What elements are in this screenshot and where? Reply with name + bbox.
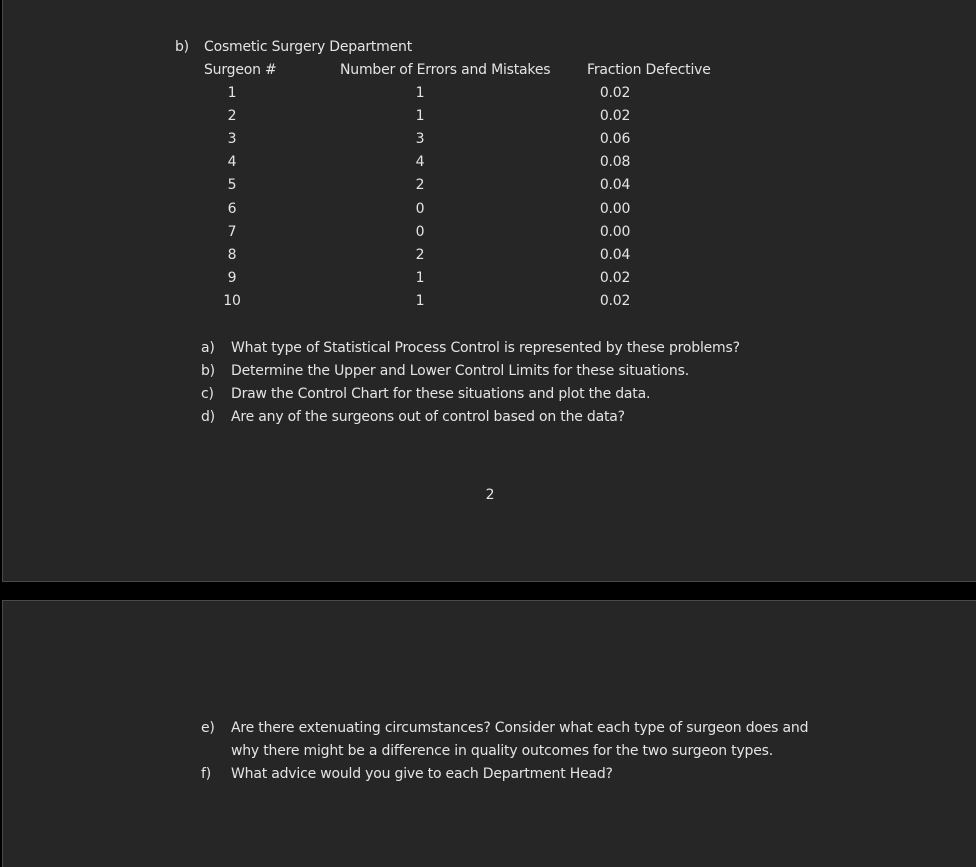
cell-errors: 2 [415,177,425,194]
column-header-surgeon: Surgeon # [204,62,277,78]
cell-surgeon: 6 [227,200,237,217]
question-item [201,337,740,360]
question-text-line: Are there extenuating circumstances? Consider what each type of surgeon does and [231,720,809,736]
question-text: What type of Statistical Process Control is represented by these problems? [231,340,740,356]
cell-errors: 4 [415,154,425,171]
question-item [201,763,808,786]
question-marker: d) [201,409,215,425]
cell-fraction: 0.06 [599,131,631,148]
cell-errors: 0 [415,200,425,217]
cell-fraction: 0.02 [599,108,631,125]
cell-fraction: 0.04 [599,177,631,194]
cell-fraction: 0.00 [599,223,631,240]
cell-surgeon: 8 [227,246,237,263]
question-text-line: why there might be a difference in quality outcomes for the two surgeon types. [231,743,774,759]
page-number: 2 [485,487,495,503]
question-marker: a) [201,340,215,356]
cell-errors: 3 [415,131,425,148]
cell-surgeon: 2 [227,108,237,125]
column-header-errors: Number of Errors and Mistakes [340,62,551,78]
cell-errors: 1 [415,269,425,286]
question-marker: e) [201,720,215,736]
question-list [201,337,740,429]
cell-fraction: 0.02 [599,269,631,286]
question-text: Are any of the surgeons out of control based on the data? [231,409,625,425]
cell-surgeon: 9 [227,269,237,286]
cell-fraction: 0.00 [599,200,631,217]
cell-fraction: 0.04 [599,246,631,263]
question-text: Draw the Control Chart for these situations and plot the data. [231,386,651,402]
section-title: Cosmetic Surgery Department [204,39,412,55]
document-page-2 [2,600,976,867]
cell-errors: 1 [415,85,425,101]
cell-surgeon: 4 [227,154,237,171]
column-header-fraction: Fraction Defective [587,62,711,78]
question-marker: f) [201,766,211,782]
question-item [201,406,740,429]
cell-surgeon: 3 [227,131,237,148]
document-page-1 [2,0,976,582]
cell-surgeon: 10 [223,292,241,309]
question-item [201,717,808,763]
section-label: b) [175,39,189,55]
question-item [201,360,740,383]
cell-errors: 2 [415,246,425,263]
cell-surgeon: 5 [227,177,237,194]
question-marker: b) [201,363,215,379]
cell-errors: 0 [415,223,425,240]
cell-surgeon: 7 [227,223,237,240]
question-text: Determine the Upper and Lower Control Limits for these situations. [231,363,689,379]
cell-fraction: 0.02 [599,292,631,309]
question-text-line: What advice would you give to each Department Head? [231,766,613,782]
question-item [201,383,740,406]
cell-fraction: 0.02 [599,85,631,101]
question-marker: c) [201,386,214,402]
cell-fraction: 0.08 [599,154,631,171]
cell-surgeon: 1 [227,85,237,101]
question-list-page2 [201,717,808,786]
cell-errors: 1 [415,108,425,125]
cell-errors: 1 [415,292,425,309]
